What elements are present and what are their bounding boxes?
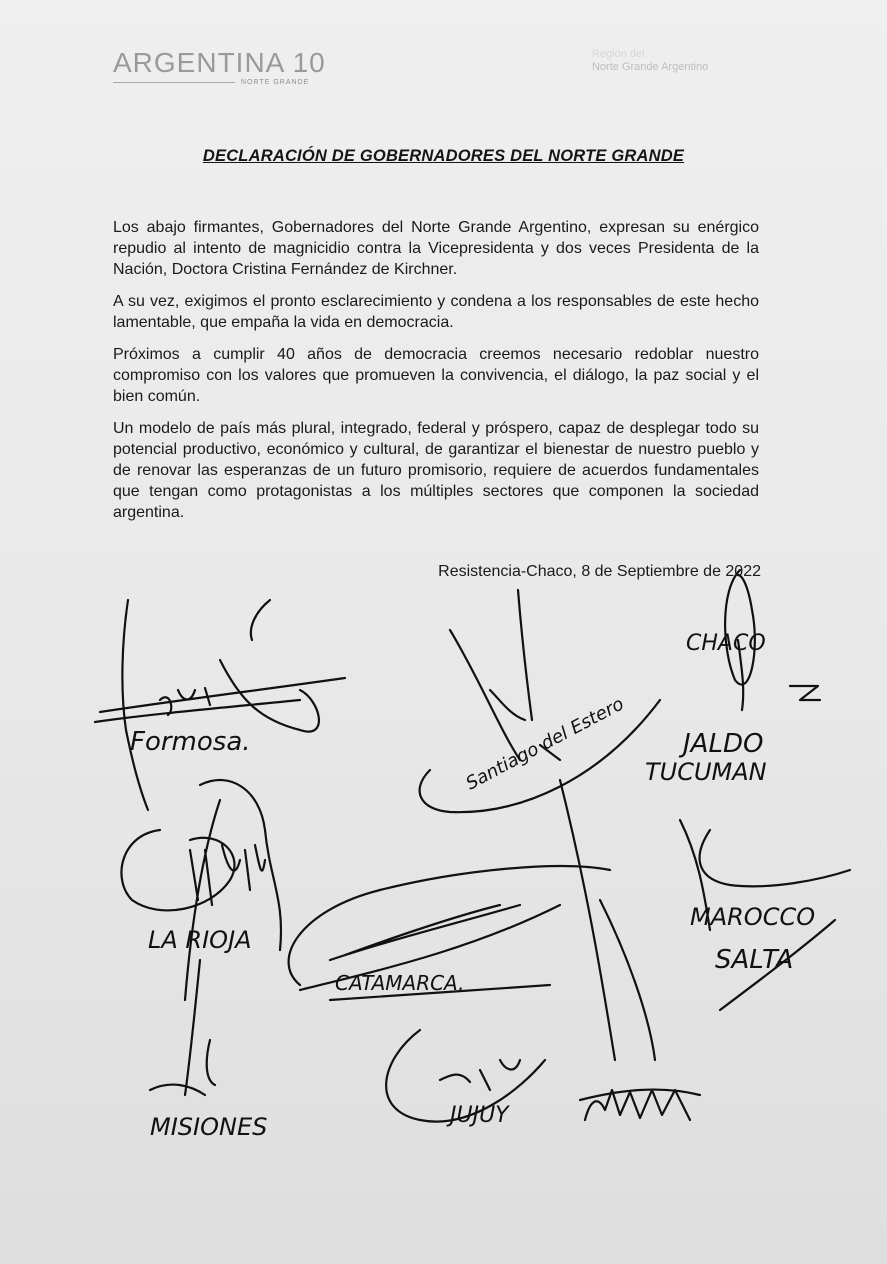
paragraph-4: Un modelo de país más plural, integrado, federal y próspero, capaz de desplegar todo su potencial productivo, económico y cultural, de garantizar el bienestar de nuestro pueblo y de renovar las esperanzas de un futuro promisorio, requiere de acuerdos fundamentales que tengan como protagonistas a los múltiples sectores que componen la sociedad argentina. <box>113 420 759 521</box>
signature-jujuy-label: JUJUY <box>450 1103 509 1128</box>
signature-misiones <box>150 960 267 1141</box>
document-title: DECLARACIÓN DE GOBERNADORES DEL NORTE GRANDE <box>202 147 685 165</box>
signature-catamarca-label: CATAMARCA. <box>335 971 465 995</box>
signature-salta <box>560 780 835 1060</box>
letterhead-line-2: Norte Grande Argentino <box>592 61 709 73</box>
signature-formosa-label: Formosa. <box>130 727 251 757</box>
signature-marocco-label: MAROCCO <box>690 903 816 931</box>
logo-text: ARGENTINA 10 <box>113 47 326 78</box>
signature-santiago-del-estero <box>420 590 660 812</box>
signature-tucuman <box>645 686 850 886</box>
logo-subtext: NORTE GRANDE <box>241 79 310 86</box>
signature-jaldo-label: JALDO <box>683 729 764 759</box>
paragraph-2: A su vez, exigimos el pronto esclarecimiento y condena a los responsables de este hecho lamentable, que empaña la vida en democracia. <box>113 293 759 331</box>
signature-chaco-label: CHACO <box>686 631 766 656</box>
place-date: Resistencia-Chaco, 8 de Septiembre de 2022 <box>438 563 761 580</box>
signature-santiago-label: Santiago del Estero <box>462 693 628 795</box>
signature-formosa <box>95 600 345 810</box>
paragraph-1: Los abajo firmantes, Gobernadores del Norte Grande Argentino, expresan su enérgico repudio al intento de magnicidio contra la Vicepresidenta y dos veces Presidenta de la Nación, Doctora Cristina Fernández de Kirchner. <box>113 219 759 278</box>
signature-tucuman-label: TUCUMAN <box>645 758 767 786</box>
paragraph-3: Próximos a cumplir 40 años de democracia creemos necesario redoblar nuestro compromiso con los valores que promueven la convivencia, el diálogo, la paz social y el bien común. <box>113 346 759 405</box>
signature-la-rioja <box>121 780 281 1000</box>
letterhead-line-1: Región del <box>592 48 645 60</box>
signature-salta-label: SALTA <box>715 945 794 975</box>
signature-bottom-right <box>580 1090 700 1120</box>
signature-misiones-label: MISIONES <box>150 1113 268 1141</box>
signature-chaco <box>686 570 766 710</box>
signature-catamarca <box>289 866 610 1000</box>
signature-la-rioja-label: LA RIOJA <box>148 926 252 954</box>
signature-jujuy <box>386 1030 545 1128</box>
